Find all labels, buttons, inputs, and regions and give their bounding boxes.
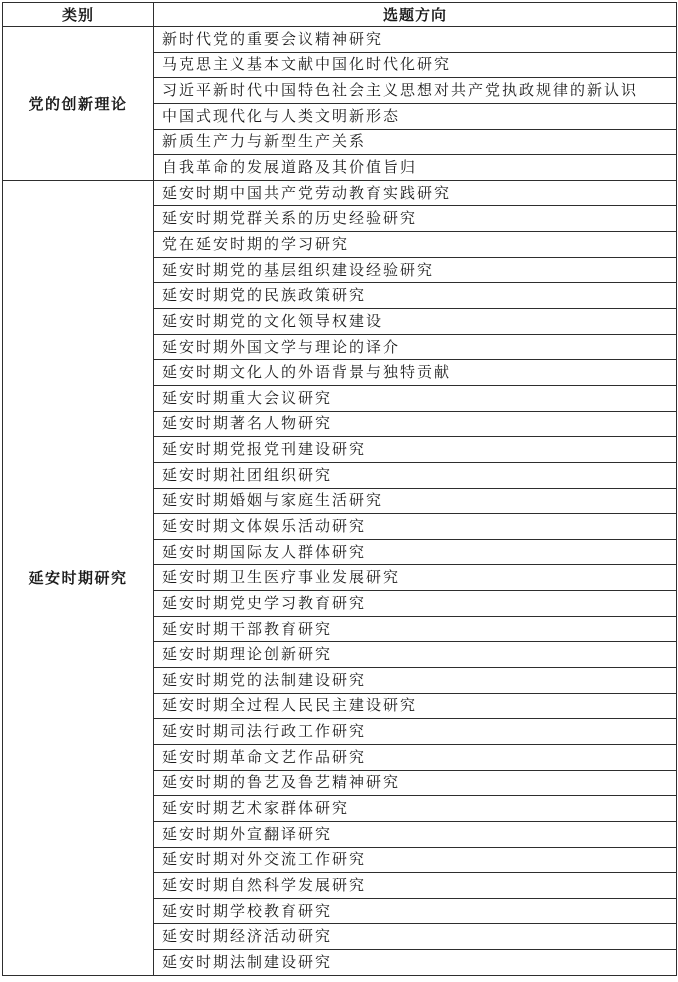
topic-cell: 延安时期外宣翻译研究 [154,822,677,848]
category-label: 延安时期研究 [28,569,128,588]
topic-cell: 自我革命的发展道路及其价值旨归 [154,155,677,181]
topic-cell: 延安时期对外交流工作研究 [154,848,677,874]
topic-cell: 延安时期党的法制建设研究 [154,668,677,694]
topic-cell: 延安时期卫生医疗事业发展研究 [154,565,677,591]
header-topic: 选题方向 [154,3,677,27]
topic-cell: 延安时期全过程人民民主建设研究 [154,694,677,720]
topic-cell: 新时代党的重要会议精神研究 [154,27,677,53]
topic-cell: 延安时期党史学习教育研究 [154,591,677,617]
topic-cell: 延安时期婚姻与家庭生活研究 [154,489,677,515]
topic-cell: 延安时期党的民族政策研究 [154,283,677,309]
topic-cell: 延安时期艺术家群体研究 [154,796,677,822]
topic-cell: 延安时期司法行政工作研究 [154,719,677,745]
header-category: 类别 [3,3,154,27]
topic-cell: 延安时期学校教育研究 [154,899,677,925]
topic-cell: 延安时期重大会议研究 [154,386,677,412]
topic-cell: 延安时期党的基层组织建设经验研究 [154,258,677,284]
topic-cell: 延安时期文化人的外语背景与独特贡献 [154,360,677,386]
topic-cell: 延安时期文体娱乐活动研究 [154,514,677,540]
topic-cell: 延安时期国际友人群体研究 [154,540,677,566]
category-label: 党的创新理论 [28,94,128,113]
topic-cell: 延安时期理论创新研究 [154,642,677,668]
topic-cell: 党在延安时期的学习研究 [154,232,677,258]
topic-cell: 中国式现代化与人类文明新形态 [154,104,677,130]
topic-cell: 延安时期革命文艺作品研究 [154,745,677,771]
topic-cell: 延安时期的鲁艺及鲁艺精神研究 [154,771,677,797]
topic-cell: 延安时期社团组织研究 [154,463,677,489]
topic-cell: 马克思主义基本文献中国化时代化研究 [154,53,677,79]
topic-table [2,2,677,976]
category-cell-innovation-theory [3,27,154,181]
topic-cell: 延安时期党报党刊建设研究 [154,437,677,463]
topic-cell: 延安时期自然科学发展研究 [154,873,677,899]
topic-cell: 延安时期著名人物研究 [154,412,677,438]
topic-cell: 习近平新时代中国特色社会主义思想对共产党执政规律的新认识 [154,78,677,104]
topic-cell: 延安时期中国共产党劳动教育实践研究 [154,181,677,207]
topic-cell: 延安时期党群关系的历史经验研究 [154,206,677,232]
topic-cell: 延安时期外国文学与理论的译介 [154,335,677,361]
topic-cell: 延安时期干部教育研究 [154,617,677,643]
topic-cell: 新质生产力与新型生产关系 [154,130,677,156]
topic-cell: 延安时期党的文化领导权建设 [154,309,677,335]
category-cell-yanan-period [3,181,154,976]
topic-cell: 延安时期经济活动研究 [154,924,677,950]
topic-cell: 延安时期法制建设研究 [154,950,677,976]
